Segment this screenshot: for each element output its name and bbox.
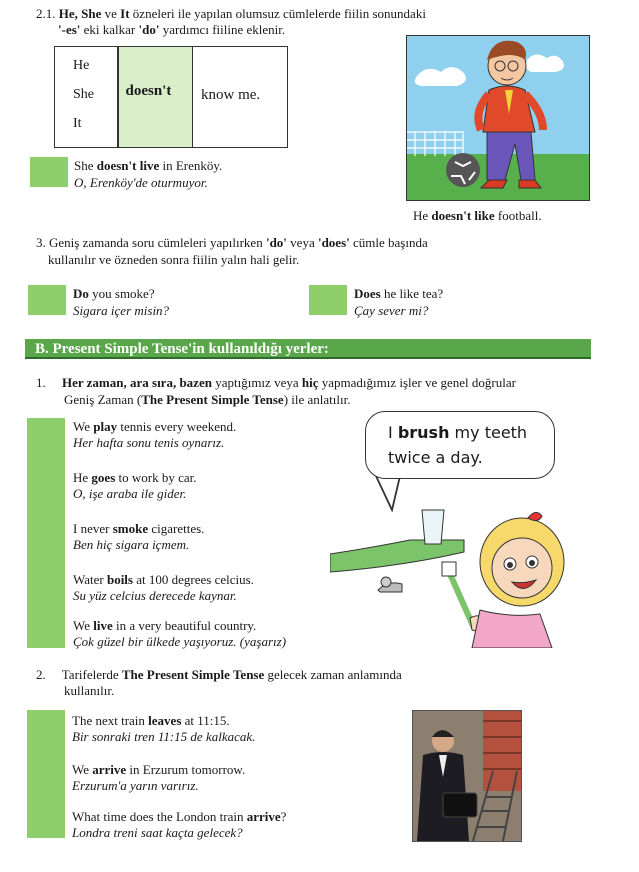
rule-3-line1: 3. Geniş zamanda soru cümleleri yapılırken 'do' veya 'does' cümle başında bbox=[36, 235, 428, 250]
doesnt-table bbox=[54, 46, 288, 148]
rule-2-1-line1: 2.1. He, She ve It özneleri ile yapılan olumsuz cümlelerde fiilin sonundaki bbox=[36, 6, 426, 21]
usage-1-example-2-en: He goes to work by car. bbox=[73, 470, 197, 485]
usage-1-example-4-tr: Su yüz celcius derecede kaynar. bbox=[73, 588, 237, 603]
boy-football-drawing bbox=[407, 36, 589, 200]
pronoun-she: She bbox=[73, 87, 94, 102]
usage-1-example-1-tr: Her hafta sonu tenis oynarız. bbox=[73, 435, 225, 450]
usage-2-example-1-en: The next train leaves at 11:15. bbox=[72, 713, 230, 728]
example-erenkoy-tr: O, Erenköy'de oturmuyor. bbox=[74, 175, 208, 190]
usage-2-marker bbox=[27, 710, 65, 838]
usage-2-example-3-tr: Londra treni saat kaçta gelecek? bbox=[72, 825, 243, 840]
question-1-tr: Sigara içer misin? bbox=[73, 303, 170, 318]
usage-2-example-2-tr: Erzurum'a yarın varırız. bbox=[72, 778, 199, 793]
man-with-briefcase-drawing bbox=[413, 711, 521, 841]
question-1-en: Do you smoke? bbox=[73, 286, 155, 301]
usage-1-example-3-tr: Ben hiç sigara içmem. bbox=[73, 537, 190, 552]
usage-1-example-1-en: We play tennis every weekend. bbox=[73, 419, 237, 434]
usage-1-example-5-tr: Çok güzel bir ülkede yaşıyoruz. (yaşarız) bbox=[73, 634, 287, 649]
pronoun-cell bbox=[55, 47, 117, 147]
rule-2-1-line2: '-es' eki kalkar 'do' yardımcı fiiline eklenir. bbox=[58, 22, 286, 37]
aux-cell bbox=[119, 47, 192, 147]
question-marker-2 bbox=[309, 285, 347, 315]
speech-bubble bbox=[365, 411, 555, 479]
question-marker-1 bbox=[28, 285, 66, 315]
usage-1-example-4-en: Water boils at 100 degrees celcius. bbox=[73, 572, 254, 587]
pronoun-it: It bbox=[73, 116, 82, 131]
usage-1-line2: Geniş Zaman (The Present Simple Tense) ile anlatılır. bbox=[64, 392, 351, 407]
rule-3-line2: kullanılır ve özneden sonra fiilin yalın hali gelir. bbox=[48, 252, 300, 267]
example-marker bbox=[30, 157, 68, 187]
usage-2-example-3-en: What time does the London train arrive? bbox=[72, 809, 287, 824]
usage-1-marker bbox=[27, 418, 65, 648]
question-2-tr: Çay sever mi? bbox=[354, 303, 429, 318]
usage-2-line2: kullanılır. bbox=[64, 683, 115, 698]
bubble-line-1: I brush my teeth bbox=[388, 423, 528, 442]
aux-doesnt: doesn't bbox=[125, 83, 172, 99]
rest-know-me: know me. bbox=[201, 87, 261, 103]
example-erenkoy-en: She doesn't live in Erenköy. bbox=[74, 158, 223, 173]
bubble-tail bbox=[370, 476, 410, 512]
pronoun-he: He bbox=[73, 58, 90, 73]
usage-1-line1: 1. Her zaman, ara sıra, bazen yaptığımız veya hiç yapmadığımız işler ve genel doğrular bbox=[36, 375, 516, 390]
football-caption: He doesn't like football. bbox=[413, 208, 542, 223]
usage-1-example-3-en: I never smoke cigarettes. bbox=[73, 521, 205, 536]
question-2-en: Does he like tea? bbox=[354, 286, 444, 301]
usage-2-line1: 2. Tarifelerde The Present Simple Tense gelecek zaman anlamında bbox=[36, 667, 402, 682]
usage-2-example-2-en: We arrive in Erzurum tomorrow. bbox=[72, 762, 246, 777]
train-platform-photo bbox=[412, 710, 522, 842]
section-b-header: B. Present Simple Tense'in kullanıldığı yerler: bbox=[25, 339, 591, 359]
rest-cell bbox=[193, 47, 287, 147]
football-illustration bbox=[406, 35, 590, 201]
bubble-line-2: twice a day. bbox=[388, 448, 483, 467]
usage-2-example-1-tr: Bir sonraki tren 11:15 de kalkacak. bbox=[72, 729, 256, 744]
usage-1-example-5-en: We live in a very beautiful country. bbox=[73, 618, 257, 633]
usage-1-example-2-tr: O, işe araba ile gider. bbox=[73, 486, 187, 501]
